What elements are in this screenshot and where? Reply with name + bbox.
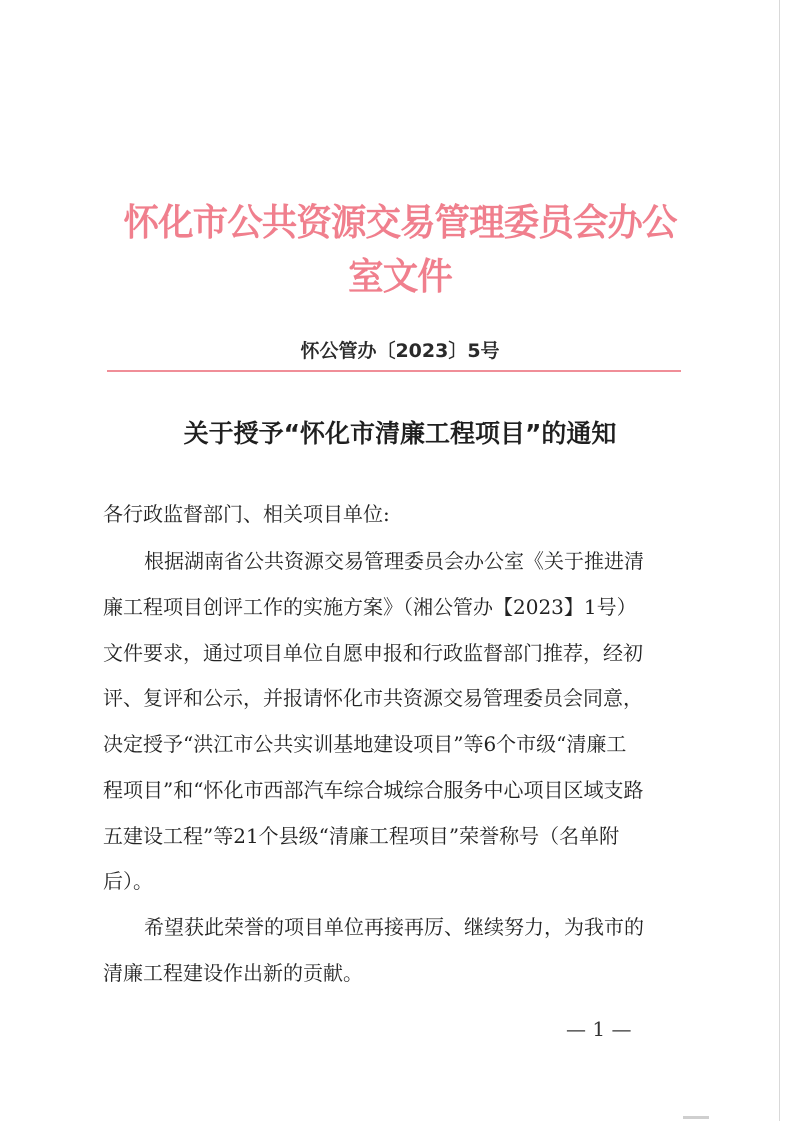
- page-number: — 1 —: [566, 1017, 632, 1041]
- paragraph-line: 程项目”和“怀化市西部汽车综合城综合服务中心项目区域支路: [103, 778, 644, 802]
- scan-artifact: [683, 1116, 709, 1119]
- paragraph-line: 五建设工程”等21个县级“清廉工程项目”荣誉称号（名单附: [103, 824, 620, 848]
- paragraph-line: 根据湖南省公共资源交易管理委员会办公室《关于推进清: [144, 549, 644, 573]
- paragraph-line: 后）。: [103, 869, 153, 893]
- notice-title: 关于授予“怀化市清廉工程项目”的通知: [183, 419, 617, 448]
- paragraph-line: 评、复评和公示，并报请怀化市共资源交易管理委员会同意，: [103, 686, 643, 710]
- salutation: 各行政监督部门、相关项目单位:: [103, 502, 390, 526]
- paragraph-line: 希望获此荣誉的项目单位再接再厉、继续努力，为我市的: [144, 915, 644, 939]
- document-number: 怀公管办〔2023〕5号: [300, 340, 500, 362]
- agency-title: 怀化市公共资源交易管理委员会办公室文件: [123, 201, 677, 298]
- paragraph-line: 清廉工程建设作出新的贡献。: [103, 961, 363, 985]
- page-edge-line: [779, 0, 780, 1121]
- paragraph-line: 决定授予“洪江市公共实训基地建设项目”等6个市级“清廉工: [103, 732, 627, 756]
- paragraph-line: 文件要求，通过项目单位自愿申报和行政监督部门推荐，经初: [103, 641, 643, 665]
- paragraph-line: 廉工程项目创评工作的实施方案》（湘公管办【2023】1号）: [103, 595, 637, 619]
- header-divider: [107, 370, 681, 372]
